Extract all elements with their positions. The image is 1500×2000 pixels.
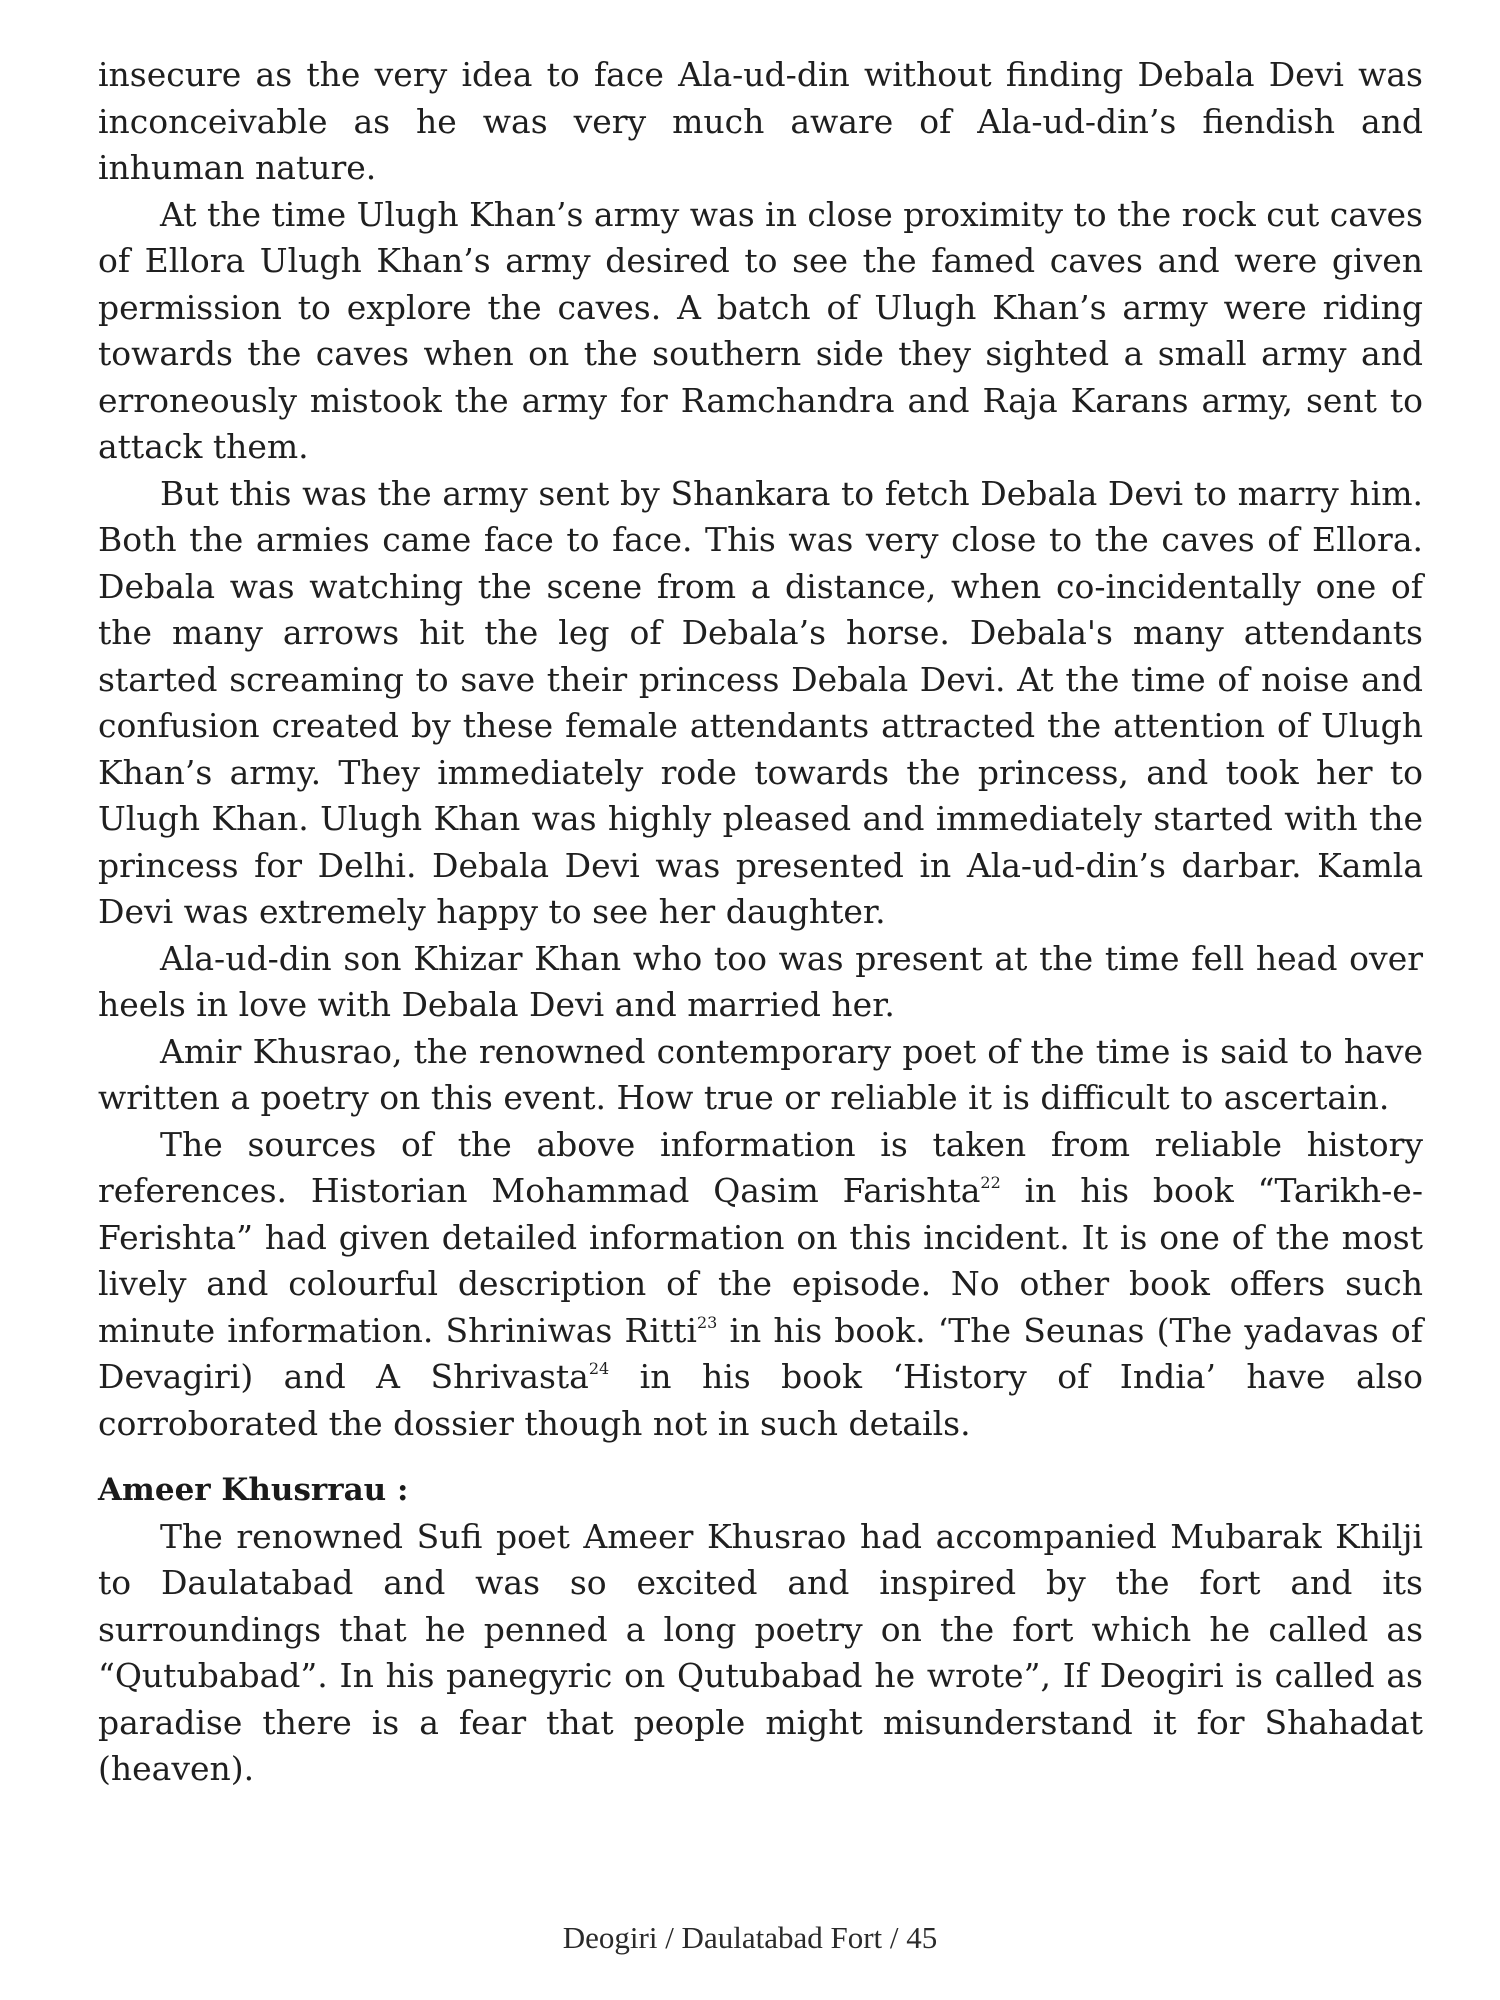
paragraph-armies-meet: But this was the army sent by Shankara to fetch Debala Devi to marry him. Both the armies came face to face. This was very close to the caves of Ellora. Debala was watching the scene from a distance, when co-incidentally one of the many arrows hit the leg of Debala’s horse. Debala's many attendants started screaming to save their princess Debala Devi. At the time of noise and confusion created by these female attendants attracted the attention of Ulugh Khan’s army. They immediately rode towards the princess, and took her to Ulugh Khan. Ulugh Khan was highly pleased and immediately started with the princess for Delhi. Debala Devi was presented in Ala-ud-din’s darbar. Kamla Devi was extremely happy to see her daughter.	[98, 473, 1423, 931]
sources-text-4: in his book ‘History of India’ have also corroborated the dossier though not in such details.	[98, 1357, 1423, 1443]
sources-text-2: in his book “Tarikh-e-Ferishta” had given detailed information on this incident. It is one of the most lively and colourful description of the episode. No other book offers such minute information. Shriniwas Ritti	[98, 1171, 1423, 1350]
paragraph-khizar-khan: Ala-ud-din son Khizar Khan who too was present at the time fell head over heels in love with Debala Devi and married her.	[98, 938, 1423, 1024]
sources-text-3: in his book. ‘The Seunas (The yadavas of Devagiri) and A Shrivasta	[98, 1310, 1424, 1396]
footnote-ref-24: 24	[588, 1359, 610, 1378]
footnote-ref-23: 23	[696, 1312, 718, 1332]
paragraph-qutubabad: The renowned Sufi poet Ameer Khusrao had accompanied Mubarak Khilji to Daulatabad and was so excited and inspired by the fort and its surroundings that he penned a long poetry on the fort which he called as “Qutubabad”. In his panegyric on Qutubabad he wrote”, If Deogiri is called as paradise there is a fear that people might misunderstand it for Shahadat (heaven).	[98, 1516, 1423, 1788]
paragraph-ellora-caves: At the time Ulugh Khan’s army was in close proximity to the rock cut caves of Ellora Ulugh Khan’s army desired to see the famed caves and were given permission to explore the caves. A batch of Ulugh Khan’s army were riding towards the caves when on the southern side they sighted a small army and erroneously mistook the army for Ramchandra and Raja Karans army, sent to attack them.	[98, 194, 1423, 466]
sources-text-1: The sources of the above information is taken from reliable history references. Historian Mohammad Qasim Farishta	[98, 1124, 1423, 1210]
body-text	[98, 52, 1423, 1793]
section-heading: Ameer Khusrrau :	[98, 1472, 409, 1508]
paragraph-amir-khusrao-poetry: Amir Khusrao, the renowned contemporary poet of the time is said to have written a poetry on this event. How true or reliable it is difficult to ascertain.	[98, 1031, 1423, 1117]
page-footer: Deogiri / Daulatabad Fort / 45	[562, 1920, 938, 1955]
paragraph-sources	[98, 1122, 1423, 1448]
paragraph-continued: insecure as the very idea to face Ala-ud-din without finding Debala Devi was inconceivable as he was very much aware of Ala-ud-din’s fiendish and inhuman nature.	[98, 55, 1423, 187]
footnote-ref-22: 22	[980, 1173, 1001, 1192]
